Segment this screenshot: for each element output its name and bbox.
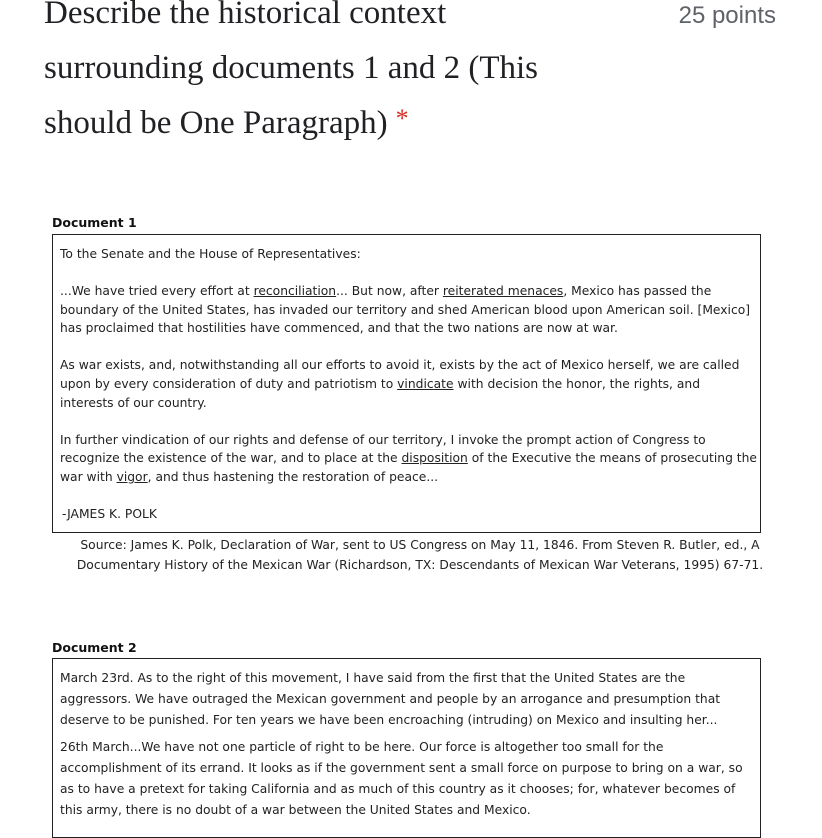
document-2-box xyxy=(52,658,761,838)
term-vigor: vigor xyxy=(116,470,148,485)
term-vindicate: vindicate xyxy=(397,376,454,391)
document-1-paragraph-3: In further vindication of our rights and defense of our territory, I invoke the prompt action of Congress to recognize the existence of the war, and to place at the disposition of the Executive the means of prosecuting the war with vigor, and thus hastening the restoration of peace... xyxy=(60,432,757,485)
term-reconciliation: reconciliation xyxy=(253,283,337,298)
term-reiterated-menaces: reiterated menaces xyxy=(442,283,564,298)
term-disposition: disposition xyxy=(401,451,468,466)
question-line-2: surrounding documents 1 and 2 (This xyxy=(44,50,539,86)
points-label: 25 points xyxy=(678,2,776,29)
document-1-salutation: To the Senate and the House of Representatives: xyxy=(60,247,361,261)
question-line-3-text: should be One Paragraph) xyxy=(44,105,388,141)
document-2-heading: Document 2 xyxy=(52,640,137,655)
document-1-heading: Document 1 xyxy=(52,215,137,230)
question-title xyxy=(44,0,604,152)
required-asterisk: * xyxy=(395,104,409,133)
document-1-source: Source: James K. Polk, Declaration of War, sent to US Congress on May 11, 1846. From Steven R. Butler, ed., A Documentary History of the Mexican War (Richardson, TX: Descendants of Mexican War Veterans, 1995) 67-71. xyxy=(76,538,764,572)
document-1-paragraph-1: ...We have tried every effort at reconciliation... But now, after reiterated menaces, Mexico has passed the boundary of the United States, has invaded our territory and shed American blood upon American soil. [Mexico] has proclaimed that hostilities have commenced, and that the two nations are now at war. xyxy=(60,283,751,336)
document-2-paragraph-2: 26th March...We have not one particle of right to be here. Our force is altogether too small for the accomplishment of its errand. It looks as if the government sent a small force on purpose to bring on a war, so as to have a pretext for taking California and as much of this country as it chooses; for, whatever becomes of this army, there is no doubt of a war between the United States and Mexico. xyxy=(60,740,743,817)
document-1-signature: -JAMES K. POLK xyxy=(62,506,157,521)
document-1-box xyxy=(52,234,761,533)
question-line-1: Describe the historical context xyxy=(44,0,447,31)
document-1-paragraph-2: As war exists, and, notwithstanding all our efforts to avoid it, exists by the act of Mexico herself, we are called upon by every consideration of duty and patriotism to vindicate with decision the honor, the rights, and interests of our country. xyxy=(60,358,740,410)
question-line-3 xyxy=(44,96,604,152)
document-2-paragraph-1: March 23rd. As to the right of this movement, I have said from the first that the United States are the aggressors. We have outraged the Mexican government and people by an arrogance and presumption that deserve to be punished. For ten years we have been encroaching (intruding) on Mexico and insulting her... xyxy=(60,671,721,727)
